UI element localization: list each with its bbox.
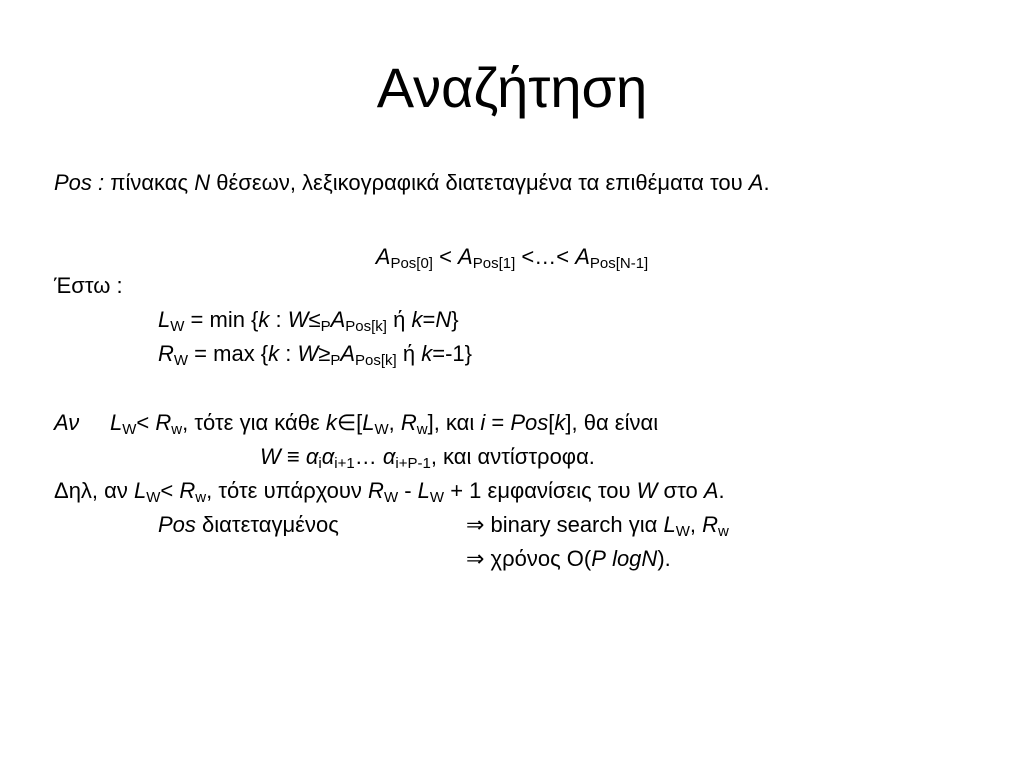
n-symbol: N xyxy=(194,170,211,195)
k-symbol: k xyxy=(411,307,423,332)
condition-line xyxy=(54,409,658,437)
equiv-symbol: ≡ xyxy=(280,444,306,469)
r-symbol: R xyxy=(155,410,172,435)
a-symbol: A xyxy=(375,244,391,269)
r-symbol: R xyxy=(368,478,384,503)
occurrences-line xyxy=(54,477,725,505)
text: Δηλ, αν xyxy=(54,478,134,503)
definition-pos xyxy=(54,169,770,197)
r-symbol: R xyxy=(400,410,417,435)
subscript: w xyxy=(718,523,729,540)
log-symbol: log xyxy=(612,546,642,571)
text: = max { xyxy=(188,341,269,366)
text: , xyxy=(689,512,703,537)
subscript: Pos[k] xyxy=(355,352,397,369)
w-symbol: W xyxy=(260,444,281,469)
lw-definition xyxy=(158,306,459,334)
implies-icon: ⇒ xyxy=(466,546,485,571)
subscript: W xyxy=(383,489,399,506)
text: + 1 εμφανίσεις του xyxy=(444,478,637,503)
text: πίνακας xyxy=(104,170,195,195)
w-symbol: W xyxy=(287,307,309,332)
text: -1} xyxy=(445,341,472,366)
subscript: W xyxy=(429,489,445,506)
subscript: Pos[N-1] xyxy=(589,255,649,272)
text: [ xyxy=(356,410,363,435)
subscript: W xyxy=(146,489,161,506)
slide-title: Αναζήτηση xyxy=(376,56,648,119)
text: . xyxy=(718,478,725,503)
k-symbol: k xyxy=(268,341,280,366)
text: binary search για xyxy=(484,512,664,537)
i-symbol: i xyxy=(480,410,486,435)
r-symbol: R xyxy=(702,512,718,537)
n-symbol: N xyxy=(641,546,658,571)
text: < xyxy=(136,410,156,435)
if-label: Αν xyxy=(54,410,80,435)
l-symbol: L xyxy=(417,478,430,503)
l-symbol: L xyxy=(663,512,676,537)
suffix-ordering xyxy=(0,243,1024,271)
text: , τότε για κάθε xyxy=(182,410,326,435)
text: : xyxy=(269,307,288,332)
text: : xyxy=(279,341,298,366)
subscript: W xyxy=(170,318,185,335)
alpha-symbol: α xyxy=(382,444,396,469)
text: ή xyxy=(386,307,412,332)
text: ). xyxy=(657,546,671,571)
time-complexity-line xyxy=(466,545,671,573)
text: = min { xyxy=(184,307,259,332)
let-label: Έστω : xyxy=(54,273,123,298)
r-symbol: R xyxy=(179,478,196,503)
text: ], και xyxy=(427,410,481,435)
subscript: Pos[k] xyxy=(345,318,387,335)
a-symbol: A xyxy=(458,244,473,269)
subscript: Pos[1] xyxy=(472,255,516,272)
subscript: w xyxy=(416,421,428,438)
text: - xyxy=(398,478,418,503)
pos-symbol: Pos xyxy=(54,170,92,195)
equals: = xyxy=(422,307,436,332)
text: < xyxy=(432,244,459,269)
subscript: w xyxy=(195,489,207,506)
l-symbol: L xyxy=(362,410,375,435)
equivalence-line xyxy=(260,443,595,471)
w-symbol: W xyxy=(636,478,658,503)
k-symbol: k xyxy=(421,341,433,366)
text: στο xyxy=(657,478,704,503)
k-symbol: k xyxy=(554,410,566,435)
a-symbol: A xyxy=(340,341,356,366)
text: , τότε υπάρχουν xyxy=(206,478,369,503)
a-symbol: A xyxy=(575,244,590,269)
subscript: W xyxy=(173,352,189,369)
a-symbol: A xyxy=(748,170,764,195)
binary-search-line xyxy=(466,511,729,539)
element-of-symbol: ∈ xyxy=(336,410,357,435)
rw-definition xyxy=(158,340,472,368)
w-symbol: W xyxy=(297,341,319,366)
text: = xyxy=(485,410,511,435)
a-symbol: A xyxy=(330,307,346,332)
text: … xyxy=(354,444,383,469)
text: , και αντίστροφα. xyxy=(430,444,595,469)
l-symbol: L xyxy=(134,478,147,503)
subscript: i+P-1 xyxy=(395,455,431,472)
pos-sorted xyxy=(158,511,339,539)
text: } xyxy=(451,307,459,332)
equals: = xyxy=(432,341,446,366)
alpha-symbol: α xyxy=(321,444,335,469)
subscript: W xyxy=(675,523,690,540)
text: ή xyxy=(396,341,422,366)
colon: : xyxy=(91,170,105,195)
a-symbol: A xyxy=(703,478,719,503)
subscript: P xyxy=(330,352,341,369)
r-symbol: R xyxy=(158,341,174,366)
pos-symbol: Pos xyxy=(158,512,196,537)
leq-symbol: ≤ xyxy=(308,307,321,332)
text: θέσεων, λεξικογραφικά διατεταγμένα τα επιθέματα του xyxy=(210,170,749,195)
subscript: i xyxy=(318,455,322,472)
text: ], θα είναι xyxy=(565,410,659,435)
text: . xyxy=(763,170,770,195)
subscript: W xyxy=(374,421,389,438)
text: [ xyxy=(548,410,555,435)
text: , xyxy=(388,410,401,435)
k-symbol: k xyxy=(258,307,270,332)
subscript: P xyxy=(320,318,331,335)
text: <…< xyxy=(515,244,576,269)
implies-icon: ⇒ xyxy=(466,512,485,537)
subscript: w xyxy=(171,421,183,438)
alpha-symbol: α xyxy=(305,444,319,469)
text: διατεταγμένος xyxy=(195,512,339,537)
subscript: W xyxy=(122,421,137,438)
l-symbol: L xyxy=(110,410,123,435)
pos-symbol: Pos xyxy=(510,410,549,435)
subscript: i+1 xyxy=(334,455,355,472)
subscript: Pos[0] xyxy=(390,255,433,272)
p-symbol: P xyxy=(591,546,606,571)
geq-symbol: ≥ xyxy=(318,341,331,366)
text: < xyxy=(160,478,180,503)
n-symbol: N xyxy=(435,307,452,332)
text: χρόνος O( xyxy=(484,546,592,571)
l-symbol: L xyxy=(158,307,171,332)
k-symbol: k xyxy=(325,410,337,435)
